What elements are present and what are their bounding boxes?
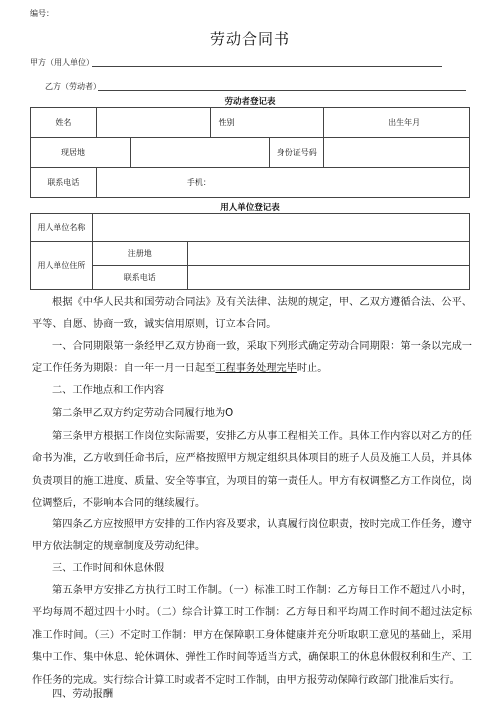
employer-name-label: 用人单位名称 [31, 214, 93, 242]
worker-name-cell[interactable] [96, 108, 210, 138]
paragraph-contract-term [32, 336, 472, 381]
party-b-fill-line[interactable] [98, 90, 466, 91]
employer-address-label: 用人单位住所 [31, 242, 93, 290]
worker-table-title: 劳动者登记表 [224, 97, 276, 107]
heading-workplace: 二、工作地点和工作内容 [52, 385, 165, 396]
contract-term-text: 一、合同期限第一条经甲乙双方协商一致，采取下列形式确定劳动合同期限：第一条以完成一定工作任务为期限：自一年一月一日起至 [32, 341, 472, 375]
worker-residence-label: 现居地 [31, 138, 131, 168]
worker-birth-label: 出生年月 [324, 108, 470, 138]
party-a-fill-line[interactable] [92, 66, 442, 67]
paragraph-article-4: 第四条乙方应按照甲方安排的工作内容及要求，认真履行岗位职责，按时完成工作任务，遵守甲方依法制定的规章制度及劳动纪律。 [32, 519, 472, 553]
employer-table-title: 用人单位登记表 [220, 203, 280, 213]
paragraph-article-5: 第五条甲方安排乙方执行工时工作制。（一）标准工时工作制：乙方每日工作不超过八小时，平均每周不超过四十小时。（二）综合计算工时工作制：乙方每日和平均周工作时间不超过法定标准工作时间。（三）不定时工作制：甲方在保障职工身体健康并充分听取职工意见的基础上，采用集中工作、集中休息、轮休调休、弹性工作时间等适当方式，确保职工的休息休假权利和生产、工作任务的完成。实行综合计算工时或者不定时工作制，由甲方报劳动保障行政部门批准后实行。 [32, 585, 472, 686]
heading-remuneration: 四、劳动报酬 [52, 689, 114, 700]
worker-mobile-label: 手机： [96, 168, 469, 198]
paragraph-article-3: 第三条甲方根据工作岗位实际需要，安排乙方从事工程相关工作。具体工作内容以对乙方的任命书为准，乙方收到任命书后，应严格按照甲方规定组织具体项目的班子人员及施工人员，并具体负责项目的施工进度、质量、安全等事宜，为项目的第一责任人。甲方有权调整乙方工作岗位，岗位调整后，不影响本合同的继续履行。 [32, 431, 472, 510]
employer-contact-cell[interactable] [187, 266, 469, 290]
worker-id-cell[interactable] [324, 138, 470, 168]
employer-registered-label: 注册地 [92, 242, 187, 266]
party-b-label: 乙方（劳动者） [45, 82, 101, 91]
employer-contact-label: 联系电话 [92, 266, 187, 290]
worker-gender-label: 性别 [210, 108, 324, 138]
party-a-label: 甲方（用人单位） [30, 58, 94, 67]
employer-name-cell[interactable] [92, 214, 469, 242]
employer-registered-cell[interactable] [187, 242, 469, 266]
contract-term-end: 时止。 [296, 363, 328, 375]
employer-registration-table [30, 213, 470, 290]
paragraph-preamble: 根据《中华人民共和国劳动合同法》及有关法律、法规的规定，甲、乙双方遵循合法、公平、平等、自愿、协商一致，诚实信用原则，订立本合同。 [32, 297, 472, 331]
paragraph-article-2: 第二条甲乙双方约定劳动合同履行地为O [52, 408, 234, 419]
contract-term-underlined: 工程事务处理完毕 [215, 363, 297, 375]
worker-id-label: 身份证号码 [270, 138, 324, 168]
worker-contact-label: 联系电话 [31, 168, 97, 198]
document-title: 劳动合同书 [209, 30, 290, 48]
worker-residence-cell[interactable] [130, 138, 270, 168]
worker-registration-table [30, 107, 470, 198]
worker-name-label: 姓名 [31, 108, 97, 138]
contract-number-label: 编号： [30, 9, 54, 18]
heading-working-hours: 三、工作时间和休息休假 [52, 563, 165, 574]
